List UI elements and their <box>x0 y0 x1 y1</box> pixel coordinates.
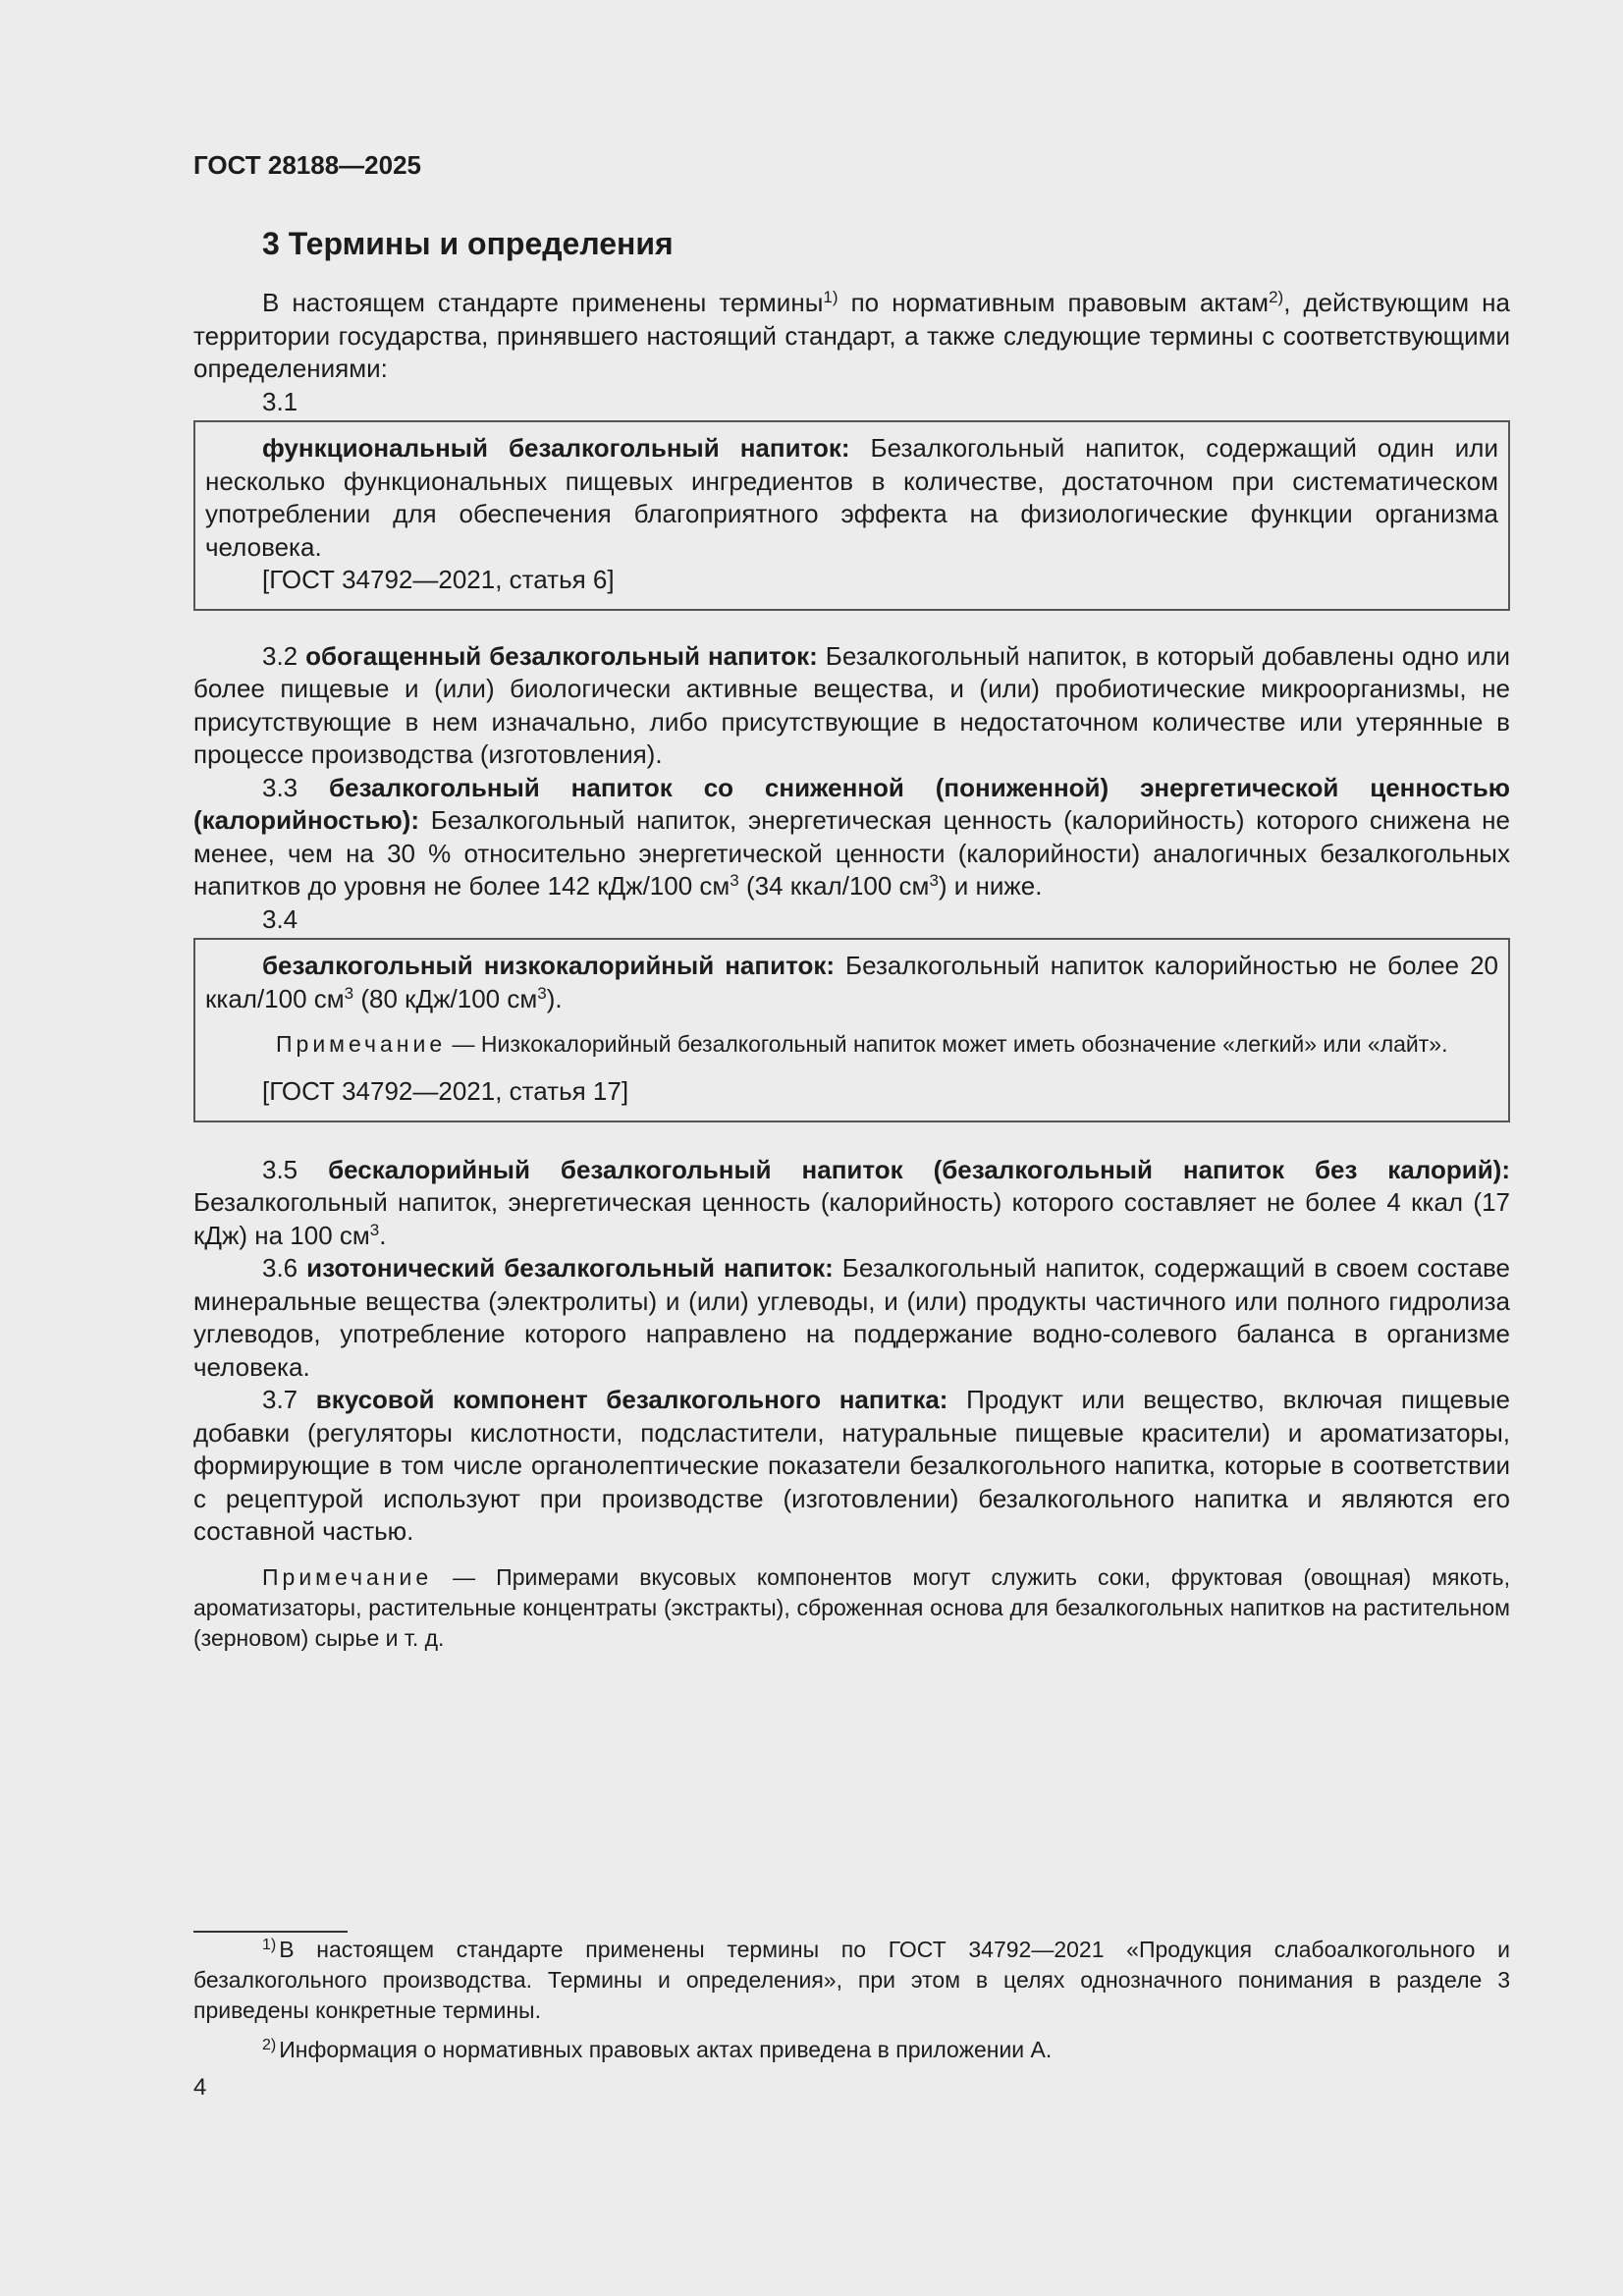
term-text: (80 кДж/100 см <box>353 983 538 1013</box>
term-text: ). <box>546 983 563 1013</box>
term-definition-3-7 <box>193 1384 1510 1549</box>
term-definition-3-3 <box>193 772 1510 903</box>
term-name: изотонический безалкогольный напиток: <box>306 1253 834 1283</box>
term-definition-3-2 <box>193 640 1510 772</box>
term-text: Продукт или вещество, включая пищевые добавки (регуляторы кислотности, подсластители, натуральные пищевые красители) и ароматизаторы, формирующие в том числе органолептические показатели безалкогольного напитка, которые в соответствии с рецептурой используют при производстве (изготовлении) безалкогольного напитка и являются его составной частью. <box>193 1385 1510 1546</box>
intro-text: по нормативным правовым актам <box>838 288 1270 317</box>
term-number: 3.6 <box>262 1253 298 1283</box>
term-text: Безалкогольный напиток, энергетическая ценность (калорийность) которого снижена не менее, чем на 30 % относительно энергетической ценности (калорийности) аналогичных безалкогольных напитков до уровня не более 142 кДж/100 см <box>193 805 1510 901</box>
term-name: безалкогольный низкокалорийный напиток: <box>262 951 836 980</box>
term-number: 3.3 <box>262 772 298 802</box>
footnote-ref-1: 1) <box>823 288 839 306</box>
footnote-2 <box>193 2035 1510 2065</box>
term-text: . <box>379 1220 387 1250</box>
term-text: Безалкогольный напиток, энергетическая ценность (калорийность) которого составляет не более 4 ккал (17 кДж) на 100 см <box>193 1187 1510 1250</box>
footnotes <box>193 1935 1510 2074</box>
note-text: — Низкокалорийный безалкогольный напиток может иметь обозначение «легкий» или «лайт». <box>446 1031 1448 1057</box>
intro-paragraph <box>193 287 1510 386</box>
note-label: Примечание <box>262 1563 433 1590</box>
note-label: Примечание <box>276 1031 447 1057</box>
term-name: вкусовой компонент безалкогольного напитка: <box>315 1385 948 1414</box>
term-note <box>193 1562 1510 1654</box>
intro-text: , действующим на территории государства, принявшего настоящий стандарт, а также следующие термины с соответствующими определениями: <box>193 288 1511 383</box>
superscript: 3 <box>369 1220 380 1239</box>
term-number-3-1: 3.1 <box>262 386 298 416</box>
term-text: (34 ккал/100 см <box>738 871 930 901</box>
page-number: 4 <box>193 2074 207 2101</box>
superscript: 3 <box>730 871 739 890</box>
term-name: функциональный безалкогольный напиток: <box>262 433 850 463</box>
footnote-1 <box>193 1935 1510 2026</box>
intro-text: В настоящем стандарте применены термины <box>262 288 824 317</box>
page-content <box>193 222 1510 1654</box>
term-note <box>205 1029 1498 1060</box>
term-definition-3-6 <box>193 1252 1510 1384</box>
section-heading: 3 Термины и определения <box>262 226 674 261</box>
term-name: обогащенный безалкогольный напиток: <box>305 640 818 671</box>
term-source-ref: [ГОСТ 34792—2021, статья 17] <box>262 1076 629 1106</box>
superscript: 3 <box>537 983 547 1003</box>
term-number: 3.7 <box>262 1385 298 1414</box>
footnote-ref-2: 2) <box>1269 288 1284 306</box>
superscript: 3 <box>344 983 354 1003</box>
term-number: 3.5 <box>262 1154 298 1184</box>
term-box-3-4 <box>193 938 1510 1122</box>
term-name: бескалорийный безалкогольный напиток (безалкогольный напиток без калорий): <box>328 1154 1510 1184</box>
footnote-text: В настоящем стандарте применены термины по ГОСТ 34792—2021 «Продукция слабоалкогольного и безалкогольного производства. Термины и определения», при этом в целях однозначного понимания в разделе 3 приведены конкретные термины. <box>193 1937 1510 2023</box>
note-text: — Примерами вкусовых компонентов могут служить соки, фруктовая (овощная) мякоть, ароматизаторы, растительные концентраты (экстракты), сброженная основа для безалкогольных напитков на растительном (зерновом) сырье и т. д. <box>193 1563 1510 1651</box>
document-header: ГОСТ 28188—2025 <box>193 150 421 180</box>
term-definition-3-4 <box>205 950 1498 1015</box>
term-text: Безалкогольный напиток, содержащий один или несколько функциональных пищевых ингредиентов в количестве, достаточном при систематическом употреблении для обеспечения благоприятного эффекта на физиологические функции организма человека. <box>205 433 1498 562</box>
footnote-mark: 2) <box>262 2037 277 2053</box>
term-definition-3-1 <box>205 432 1498 564</box>
footnote-divider <box>193 1931 348 1933</box>
term-box-3-1 <box>193 420 1510 611</box>
term-text: Безалкогольный напиток, в который добавлены одно или более пищевые и (или) биологически активные вещества, и (или) пробиотические микроорганизмы, не присутствующие в нем изначально, либо присутствующие в недостаточном количестве или утерянные в процессе производства (изготовления). <box>193 640 1510 769</box>
term-name: безалкогольный напиток со сниженной (пониженной) энергетической ценностью (калорийностью): <box>193 772 1510 835</box>
footnote-mark: 1) <box>262 1937 277 1953</box>
term-text: ) и ниже. <box>938 871 1043 901</box>
footnote-text: Информация о нормативных правовых актах приведена в приложении А. <box>279 2037 1053 2062</box>
term-number-3-4: 3.4 <box>262 903 298 934</box>
term-text: Безалкогольный напиток, содержащий в своем составе минеральные вещества (электролиты) и (или) углеводы, и (или) продукты частичного или полного гидролиза углеводов, употребление которого направлено на поддержание водно-солевого баланса в организме человека. <box>193 1253 1511 1382</box>
term-source-ref: [ГОСТ 34792—2021, статья 6] <box>262 565 615 594</box>
term-text: Безалкогольный напиток калорийностью не более 20 ккал/100 см <box>205 951 1498 1013</box>
superscript: 3 <box>929 871 939 890</box>
term-number: 3.2 <box>262 640 298 671</box>
term-definition-3-5 <box>193 1154 1510 1253</box>
